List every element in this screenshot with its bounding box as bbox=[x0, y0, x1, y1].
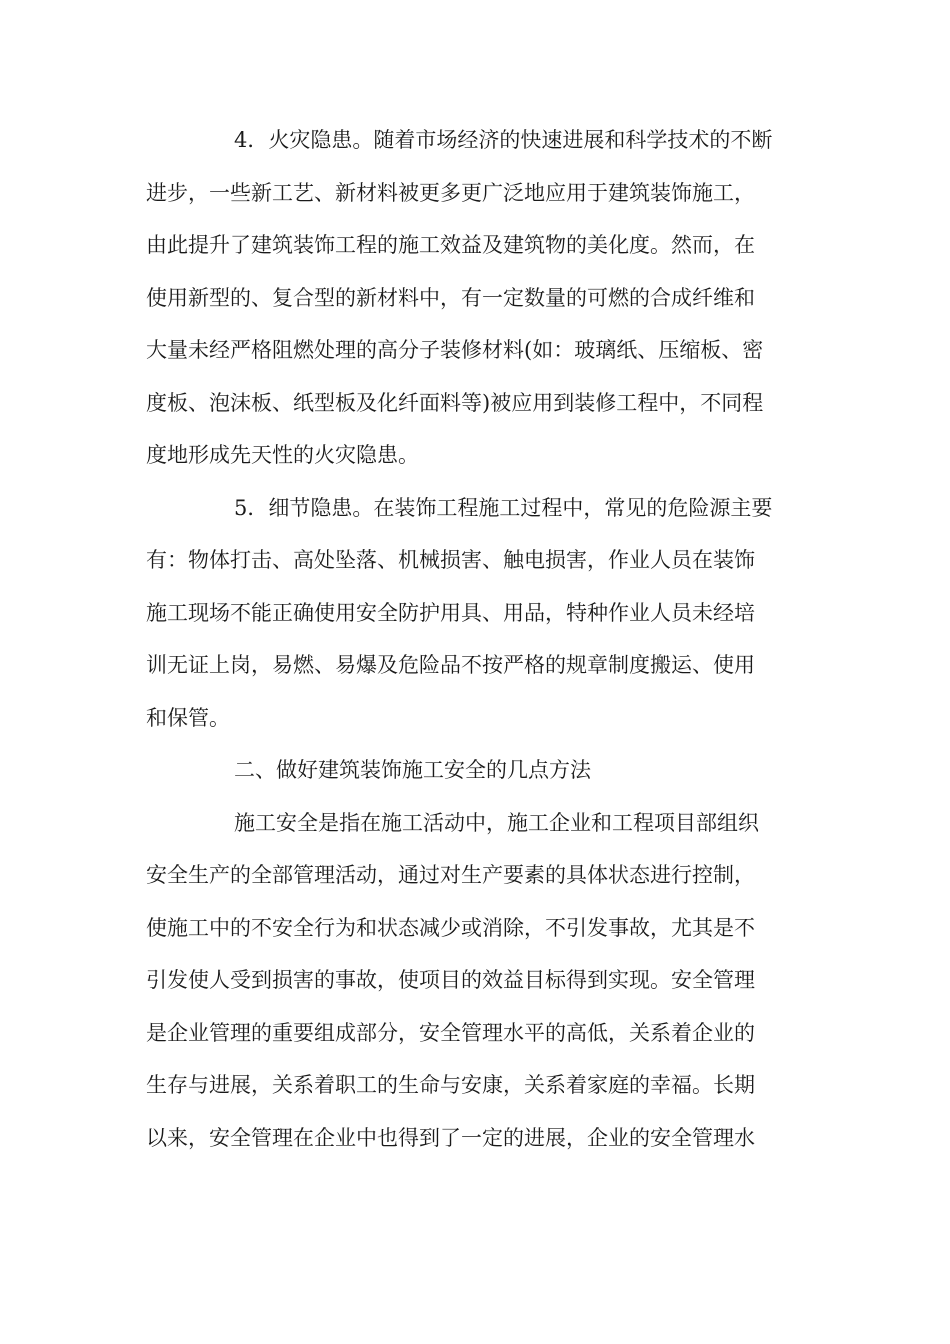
paragraph-construction-safety-line-5: 是企业管理的重要组成部分，安全管理水平的高低，关系着企业的 bbox=[146, 1020, 755, 1045]
paragraph-construction-safety-line-3: 使施工中的不安全行为和状态减少或消除，不引发事故，尤其是不 bbox=[146, 915, 755, 940]
paragraph-fire-hazard-line-3: 由此提升了建筑装饰工程的施工效益及建筑物的美化度。然而，在 bbox=[146, 233, 755, 257]
paragraph-detail-hazard-line-2: 有：物体打击、高处坠落、机械损害、触电损害，作业人员在装饰 bbox=[146, 548, 755, 572]
paragraph-detail-hazard-line-4: 训无证上岗，易燃、易爆及危险品不按严格的规章制度搬运、使用 bbox=[146, 653, 755, 677]
paragraph-construction-safety-line-6: 生存与进展，关系着职工的生命与安康，关系着家庭的幸福。长期 bbox=[146, 1073, 755, 1097]
paragraph-construction-safety-line-2: 安全生产的全部管理活动，通过对生产要素的具体状态进行控制， bbox=[146, 863, 755, 887]
paragraph-detail-hazard-line-1: 5．细节隐患。在装饰工程施工过程中，常见的危险源主要 bbox=[234, 495, 773, 520]
paragraph-detail-hazard-line-5: 和保管。 bbox=[146, 705, 230, 730]
document-body bbox=[146, 114, 806, 1164]
paragraph-detail-hazard-line-3: 施工现场不能正确使用安全防护用具、用品，特种作业人员未经培 bbox=[146, 600, 755, 625]
paragraph-fire-hazard-line-4: 使用新型的、复合型的新材料中，有一定数量的可燃的合成纤维和 bbox=[146, 285, 755, 310]
paragraph-construction-safety-line-1: 施工安全是指在施工活动中，施工企业和工程项目部组织 bbox=[234, 810, 759, 835]
paragraph-fire-hazard-line-1: 4．火灾隐患。随着市场经济的快速进展和科学技术的不断 bbox=[234, 128, 773, 152]
paragraph-fire-hazard-line-2: 进步，一些新工艺、新材料被更多更广泛地应用于建筑装饰施工， bbox=[146, 180, 755, 205]
paragraph-construction-safety-line-7: 以来，安全管理在企业中也得到了一定的进展，企业的安全管理水 bbox=[146, 1125, 755, 1150]
paragraph-fire-hazard-line-6: 度板、泡沫板、纸型板及化纤面料等)被应用到装修工程中，不同程 bbox=[146, 390, 764, 415]
paragraph-fire-hazard-line-7: 度地形成先天性的火灾隐患。 bbox=[146, 443, 419, 467]
section-heading: 二、做好建筑装饰施工安全的几点方法 bbox=[234, 758, 591, 782]
paragraph-construction-safety-line-4: 引发使人受到损害的事故，使项目的效益目标得到实现。安全管理 bbox=[146, 968, 755, 992]
paragraph-fire-hazard-line-5: 大量未经严格阻燃处理的高分子装修材料(如：玻璃纸、压缩板、密 bbox=[146, 338, 764, 362]
